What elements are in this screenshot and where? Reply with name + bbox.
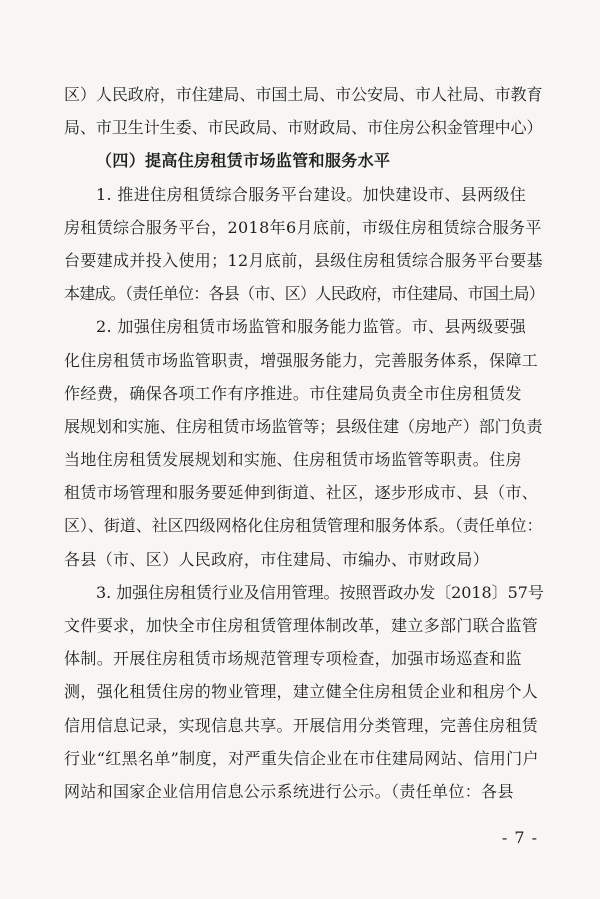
- paragraph-start: 2. 加强住房租赁市场监管和服务能力监管。市、县两级要强: [96, 317, 527, 337]
- text-line: 局、市卫生计生委、市民政局、市财政局、市住房公积金管理中心）: [64, 118, 543, 138]
- text-line: 信用信息记录，实现信息共享。开展信用分类管理，完善住房租赁: [64, 715, 539, 735]
- text-line: 房租赁综合服务平台，2018年6月底前，市级住房租赁综合服务平: [64, 217, 542, 237]
- text-line: 网站和国家企业信用信息公示系统进行公示。（责任单位：各县: [64, 781, 514, 801]
- document-body: [64, 78, 544, 808]
- section-heading: （四）提高住房租赁市场监管和服务水平: [96, 151, 391, 171]
- paragraph-start: 3. 加强住房租赁行业及信用管理。按照晋政办发〔2018〕57号: [96, 582, 544, 602]
- text-line: 区）、街道、社区四级网格化住房租赁管理和服务体系。（责任单位：: [64, 516, 543, 536]
- text-line: 测，强化租赁住房的物业管理，建立健全住房租赁企业和租房个人: [64, 682, 539, 702]
- text-line: 本建成。（责任单位：各县（市、区）人民政府，市住建局、市国土局）: [64, 284, 545, 304]
- text-line: 区）人民政府，市住建局、市国土局、市公安局、市人社局、市教育: [64, 85, 543, 104]
- text-line: 租赁市场管理和服务要延伸到街道、社区，逐步形成市、县（市、: [64, 483, 539, 503]
- paragraph-start: 1. 推进住房租赁综合服务平台建设。加快建设市、县两级住: [96, 184, 527, 204]
- text-line: 台要建成并投入使用；12月底前，县级住房租赁综合服务平台要基: [64, 250, 543, 270]
- text-line: 当地住房租赁发展规划和实施、住房租赁市场监管等职责。住房: [64, 450, 522, 470]
- text-line: 行业“红黑名单”制度，对严重失信企业在市住建局网站、信用门户: [64, 748, 539, 768]
- text-line: 展规划和实施、住房租赁市场监管等；县级住建（房地产）部门负责: [64, 416, 543, 436]
- text-line: 化住房租赁市场监管职责，增强服务能力，完善服务体系，保障工: [64, 350, 539, 370]
- text-line: 作经费，确保各项工作有序推进。市住建局负责全市住房租赁发: [64, 383, 522, 403]
- text-line: 体制。开展住房租赁市场规范管理专项检查，加强市场巡查和监: [64, 649, 522, 669]
- page-number: - 7 -: [501, 828, 538, 847]
- text-line: 文件要求，加快全市住房租赁管理体制改革，建立多部门联合监管: [64, 616, 539, 635]
- text-line: 各县（市、区）人民政府，市住建局、市编办、市财政局）: [64, 549, 490, 569]
